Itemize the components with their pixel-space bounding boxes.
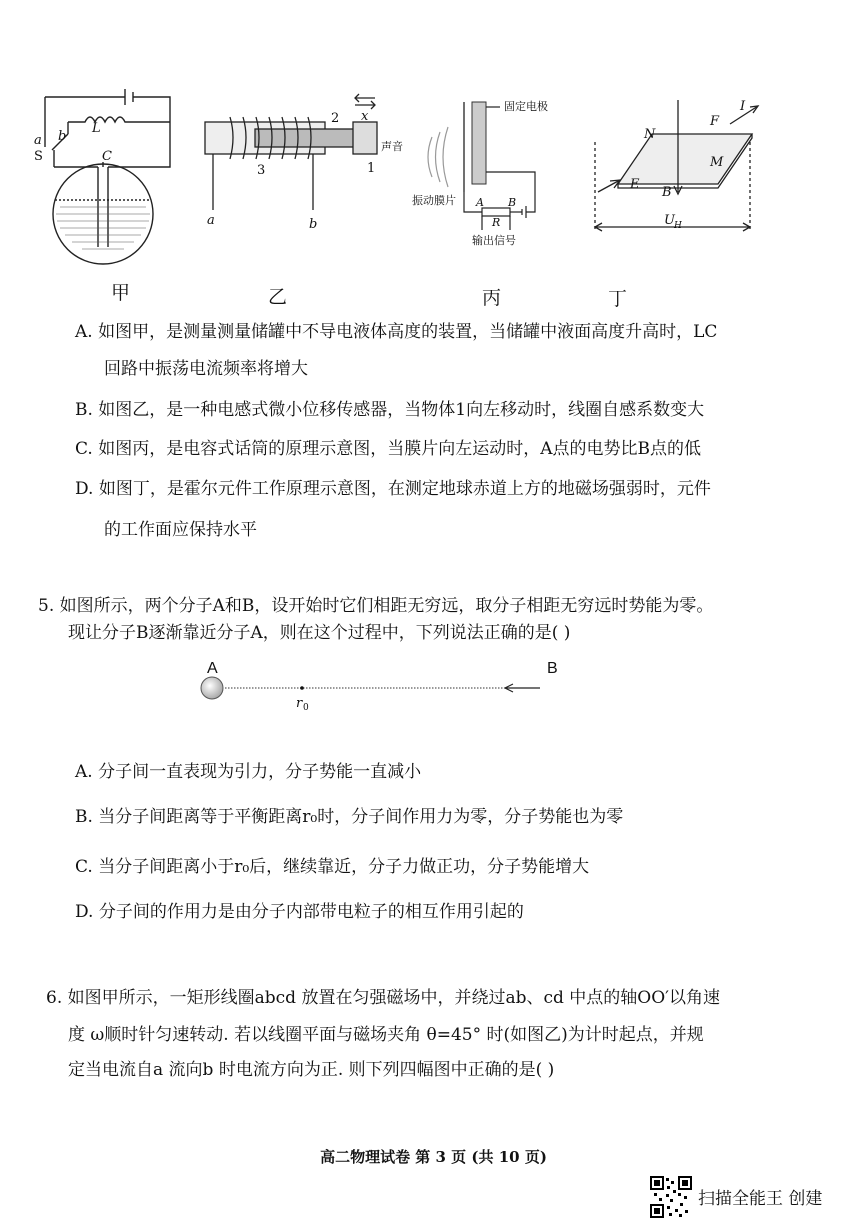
label-sound: 声音 xyxy=(381,140,403,153)
q6-line1: 6. 如图甲所示，一矩形线圈abcd 放置在匀强磁场中，并绕过ab、cd 中点的轴OO′以角速 xyxy=(46,988,721,1008)
label-diaphragm: 振动膜片 xyxy=(412,194,456,207)
label-M: M xyxy=(710,155,724,170)
figure-jia xyxy=(30,82,180,267)
figure-ding xyxy=(590,92,760,252)
label-2: 2 xyxy=(331,111,340,126)
q6-line2: 度 ω顺时针匀速转动. 若以线圈平面与磁场夹角 θ=45° 时(如图乙)为计时起点，并规 xyxy=(68,1025,704,1045)
label-b: b xyxy=(309,217,318,232)
figure-caption-jia: 甲 xyxy=(111,282,131,304)
label-B: B xyxy=(662,185,672,200)
q5-stem-line2: 现让分子B逐渐靠近分子A，则在这个过程中，下列说法正确的是( ) xyxy=(68,623,571,643)
q4-option-d-line2: 的工作面应保持水平 xyxy=(104,520,257,540)
label-R: R xyxy=(492,216,501,229)
r0-point xyxy=(300,686,304,690)
label-output: 输出信号 xyxy=(472,234,516,247)
label-C: C xyxy=(102,149,112,164)
q5-option-b: B. 当分子间距离等于平衡距离r₀时，分子间作用力为零，分子势能也为零 xyxy=(75,807,624,827)
figure-caption-bing: 丙 xyxy=(482,287,502,309)
label-r0-sub: 0 xyxy=(303,703,309,713)
label-a: a xyxy=(34,133,42,148)
label-N: N xyxy=(644,127,656,142)
q4-option-a-line1: A. 如图甲，是测量测量储罐中不导电液体高度的装置，当储罐中液面高度升高时，LC xyxy=(75,322,718,342)
figure-bing xyxy=(410,92,570,252)
label-I: I xyxy=(740,99,746,114)
label-A: A xyxy=(207,660,218,677)
label-UH-sub: H xyxy=(674,221,682,231)
qr-code-icon xyxy=(650,1176,692,1218)
q4-option-c: C. 如图丙，是电容式话筒的原理示意图，当膜片向左运动时，A点的电势比B点的低 xyxy=(75,439,701,459)
q5-figure xyxy=(195,655,575,715)
figure-caption-yi: 乙 xyxy=(268,286,288,308)
label-B: B xyxy=(547,660,558,677)
label-UH: U xyxy=(664,213,675,228)
q4-option-b: B. 如图乙，是一种电感式微小位移传感器，当物体1向左移动时，线圈自感系数变大 xyxy=(75,400,705,420)
label-b: b xyxy=(58,129,67,144)
q5-stem-line1: 5. 如图所示，两个分子A和B，设开始时它们相距无穷远，取分子相距无穷远时势能为零。 xyxy=(38,596,714,616)
label-S: S xyxy=(34,149,43,164)
label-L: L xyxy=(92,121,101,136)
molecule-a xyxy=(201,677,223,699)
watermark-text: 扫描全能王 创建 xyxy=(698,1189,823,1209)
label-r0: r xyxy=(296,696,303,711)
label-x: x xyxy=(361,109,369,124)
q4-option-a-line2: 回路中振荡电流频率将增大 xyxy=(104,359,308,379)
label-F: F xyxy=(710,114,720,129)
figure-caption-ding: 丁 xyxy=(608,288,628,310)
label-1: 1 xyxy=(367,161,376,176)
q5-option-a: A. 分子间一直表现为引力，分子势能一直减小 xyxy=(75,762,422,782)
q5-option-d: D. 分子间的作用力是由分子内部带电粒子的相互作用引起的 xyxy=(75,902,524,922)
label-B: B xyxy=(508,196,517,209)
label-E: E xyxy=(630,177,640,192)
label-electrode: 固定电极 xyxy=(504,100,548,113)
q4-option-d-line1: D. 如图丁，是霍尔元件工作原理示意图，在测定地球赤道上方的地磁场强弱时，元件 xyxy=(75,479,711,499)
page-footer: 高二物理试卷 第 3 页 (共 10 页) xyxy=(320,1148,547,1166)
label-a: a xyxy=(207,213,215,228)
label-A: A xyxy=(476,196,484,209)
figure-yi xyxy=(195,92,405,242)
q5-option-c: C. 当分子间距离小于r₀后，继续靠近，分子力做正功，分子势能增大 xyxy=(75,857,590,877)
label-3: 3 xyxy=(257,163,266,178)
q6-line3: 定当电流自a 流向b 时电流方向为正. 则下列四幅图中正确的是( ) xyxy=(68,1060,555,1080)
